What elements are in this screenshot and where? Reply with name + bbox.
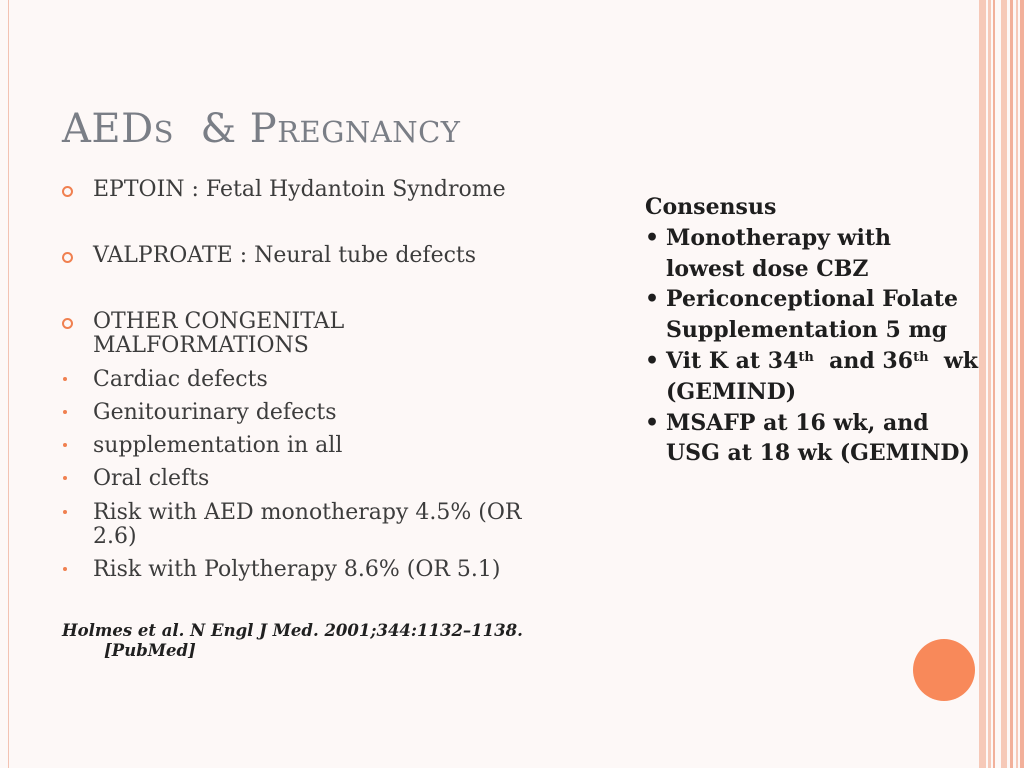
sub-bullet-polytherapy-risk: Risk with Polytherapy 8.6% (OR 5.1)	[62, 558, 501, 582]
reference-citation: Holmes et al. N Engl J Med. 2001;344:1132–1138. [PubMed]	[62, 621, 523, 660]
consensus-item-vitk: • Vit K at 34th and 36th wk (GEMIND)	[645, 347, 979, 405]
ring-bullet-icon	[62, 186, 73, 197]
consensus-box	[645, 192, 978, 469]
consensus-item-folate: • Periconceptional Folate Supplementation 5 mg	[645, 286, 959, 344]
dot-bullet-icon	[63, 510, 67, 514]
sub-bullet-oral-clefts: Oral clefts	[62, 467, 209, 491]
dot-bullet-icon	[63, 443, 67, 447]
dot-bullet-icon	[63, 410, 67, 414]
consensus-heading: Consensus	[645, 194, 777, 220]
ring-bullet-icon	[62, 252, 73, 263]
slide-title: AEDS & PREGNANCY	[62, 106, 461, 152]
sub-bullet-supplementation: supplementation in all	[62, 434, 342, 458]
consensus-item-monotherapy: • Monotherapy with lowest dose CBZ	[645, 224, 891, 282]
decorative-circle	[913, 639, 975, 701]
consensus-item-msafp: • MSAFP at 16 wk, and USG at 18 wk (GEMIND)	[645, 409, 970, 467]
dot-bullet-icon	[63, 567, 67, 571]
sub-bullet-monotherapy-risk: Risk with AED monotherapy 4.5% (OR 2.6)	[62, 501, 521, 549]
left-border-line	[8, 0, 9, 768]
sub-bullet-genitourinary: Genitourinary defects	[62, 401, 337, 425]
sub-bullet-cardiac: Cardiac defects	[62, 368, 268, 392]
dot-bullet-icon	[63, 377, 67, 381]
bullet-valproate: VALPROATE : Neural tube defects	[62, 244, 476, 268]
bullet-eptoin: EPTOIN : Fetal Hydantoin Syndrome	[62, 178, 506, 202]
bullet-other-malformations: OTHER CONGENITAL MALFORMATIONS	[62, 310, 344, 358]
ring-bullet-icon	[62, 318, 73, 329]
dot-bullet-icon	[63, 476, 67, 480]
